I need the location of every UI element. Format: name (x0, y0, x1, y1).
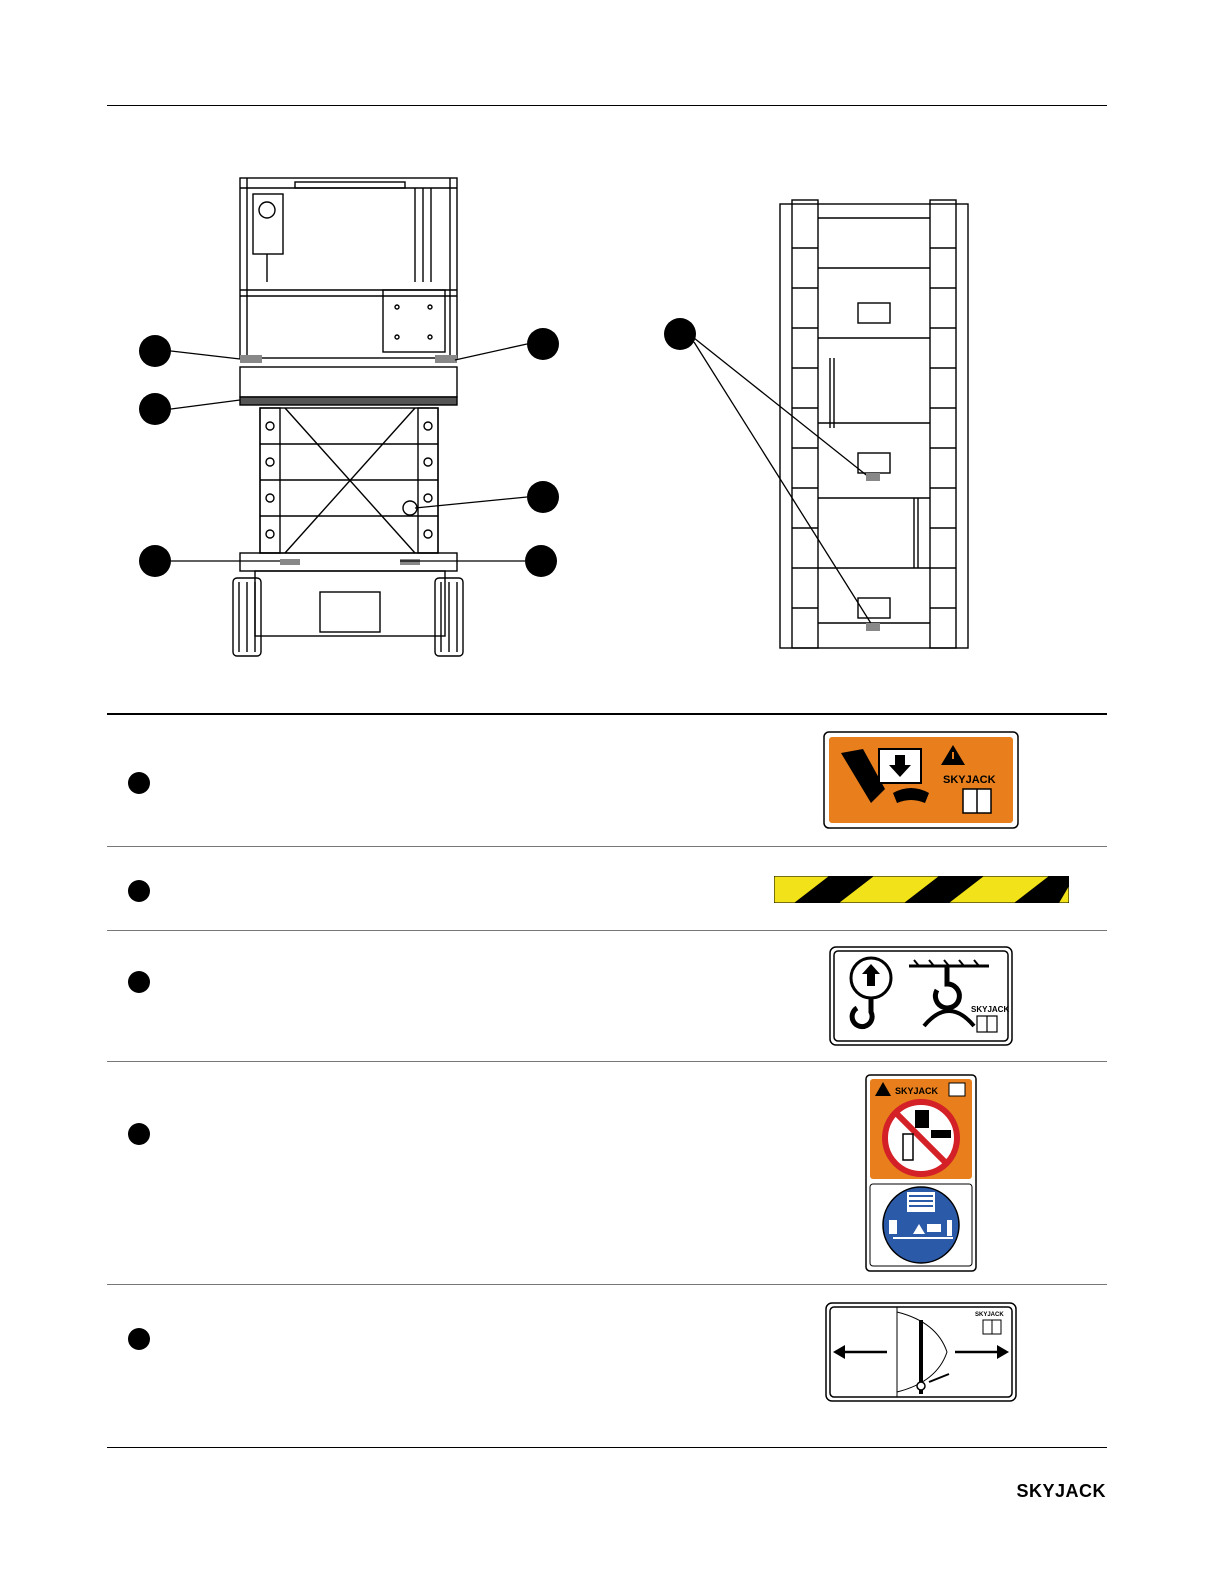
row-bullet (128, 1123, 150, 1145)
row-divider (107, 930, 1107, 931)
row-divider (107, 1284, 1107, 1285)
callout-leader-lines (0, 0, 1224, 720)
scissor-lift-side-view-drawing (778, 198, 970, 650)
bottom-rule (107, 1447, 1107, 1448)
maintenance-support-decal (865, 1074, 977, 1272)
lifting-point-decal (829, 946, 1013, 1046)
row-bullet (128, 880, 150, 902)
svg-text:SKYJACK: SKYJACK (895, 1086, 939, 1096)
row-bullet (128, 1328, 150, 1350)
tie-down-decal (825, 1302, 1017, 1402)
row-divider (107, 846, 1107, 847)
callout-marker (664, 318, 696, 350)
row-bullet (128, 971, 150, 993)
section-rule (107, 713, 1107, 715)
hazard-stripe-tape (774, 876, 1069, 903)
crush-hazard-decal (823, 731, 1019, 829)
row-bullet (128, 772, 150, 794)
skyjack-logo: SKYJACK (1016, 1481, 1106, 1501)
svg-text:SKYJACK: SKYJACK (971, 1005, 1010, 1014)
row-divider (107, 1061, 1107, 1062)
svg-text:SKYJACK: SKYJACK (943, 774, 996, 786)
svg-text:SKYJACK: SKYJACK (975, 1312, 1004, 1318)
